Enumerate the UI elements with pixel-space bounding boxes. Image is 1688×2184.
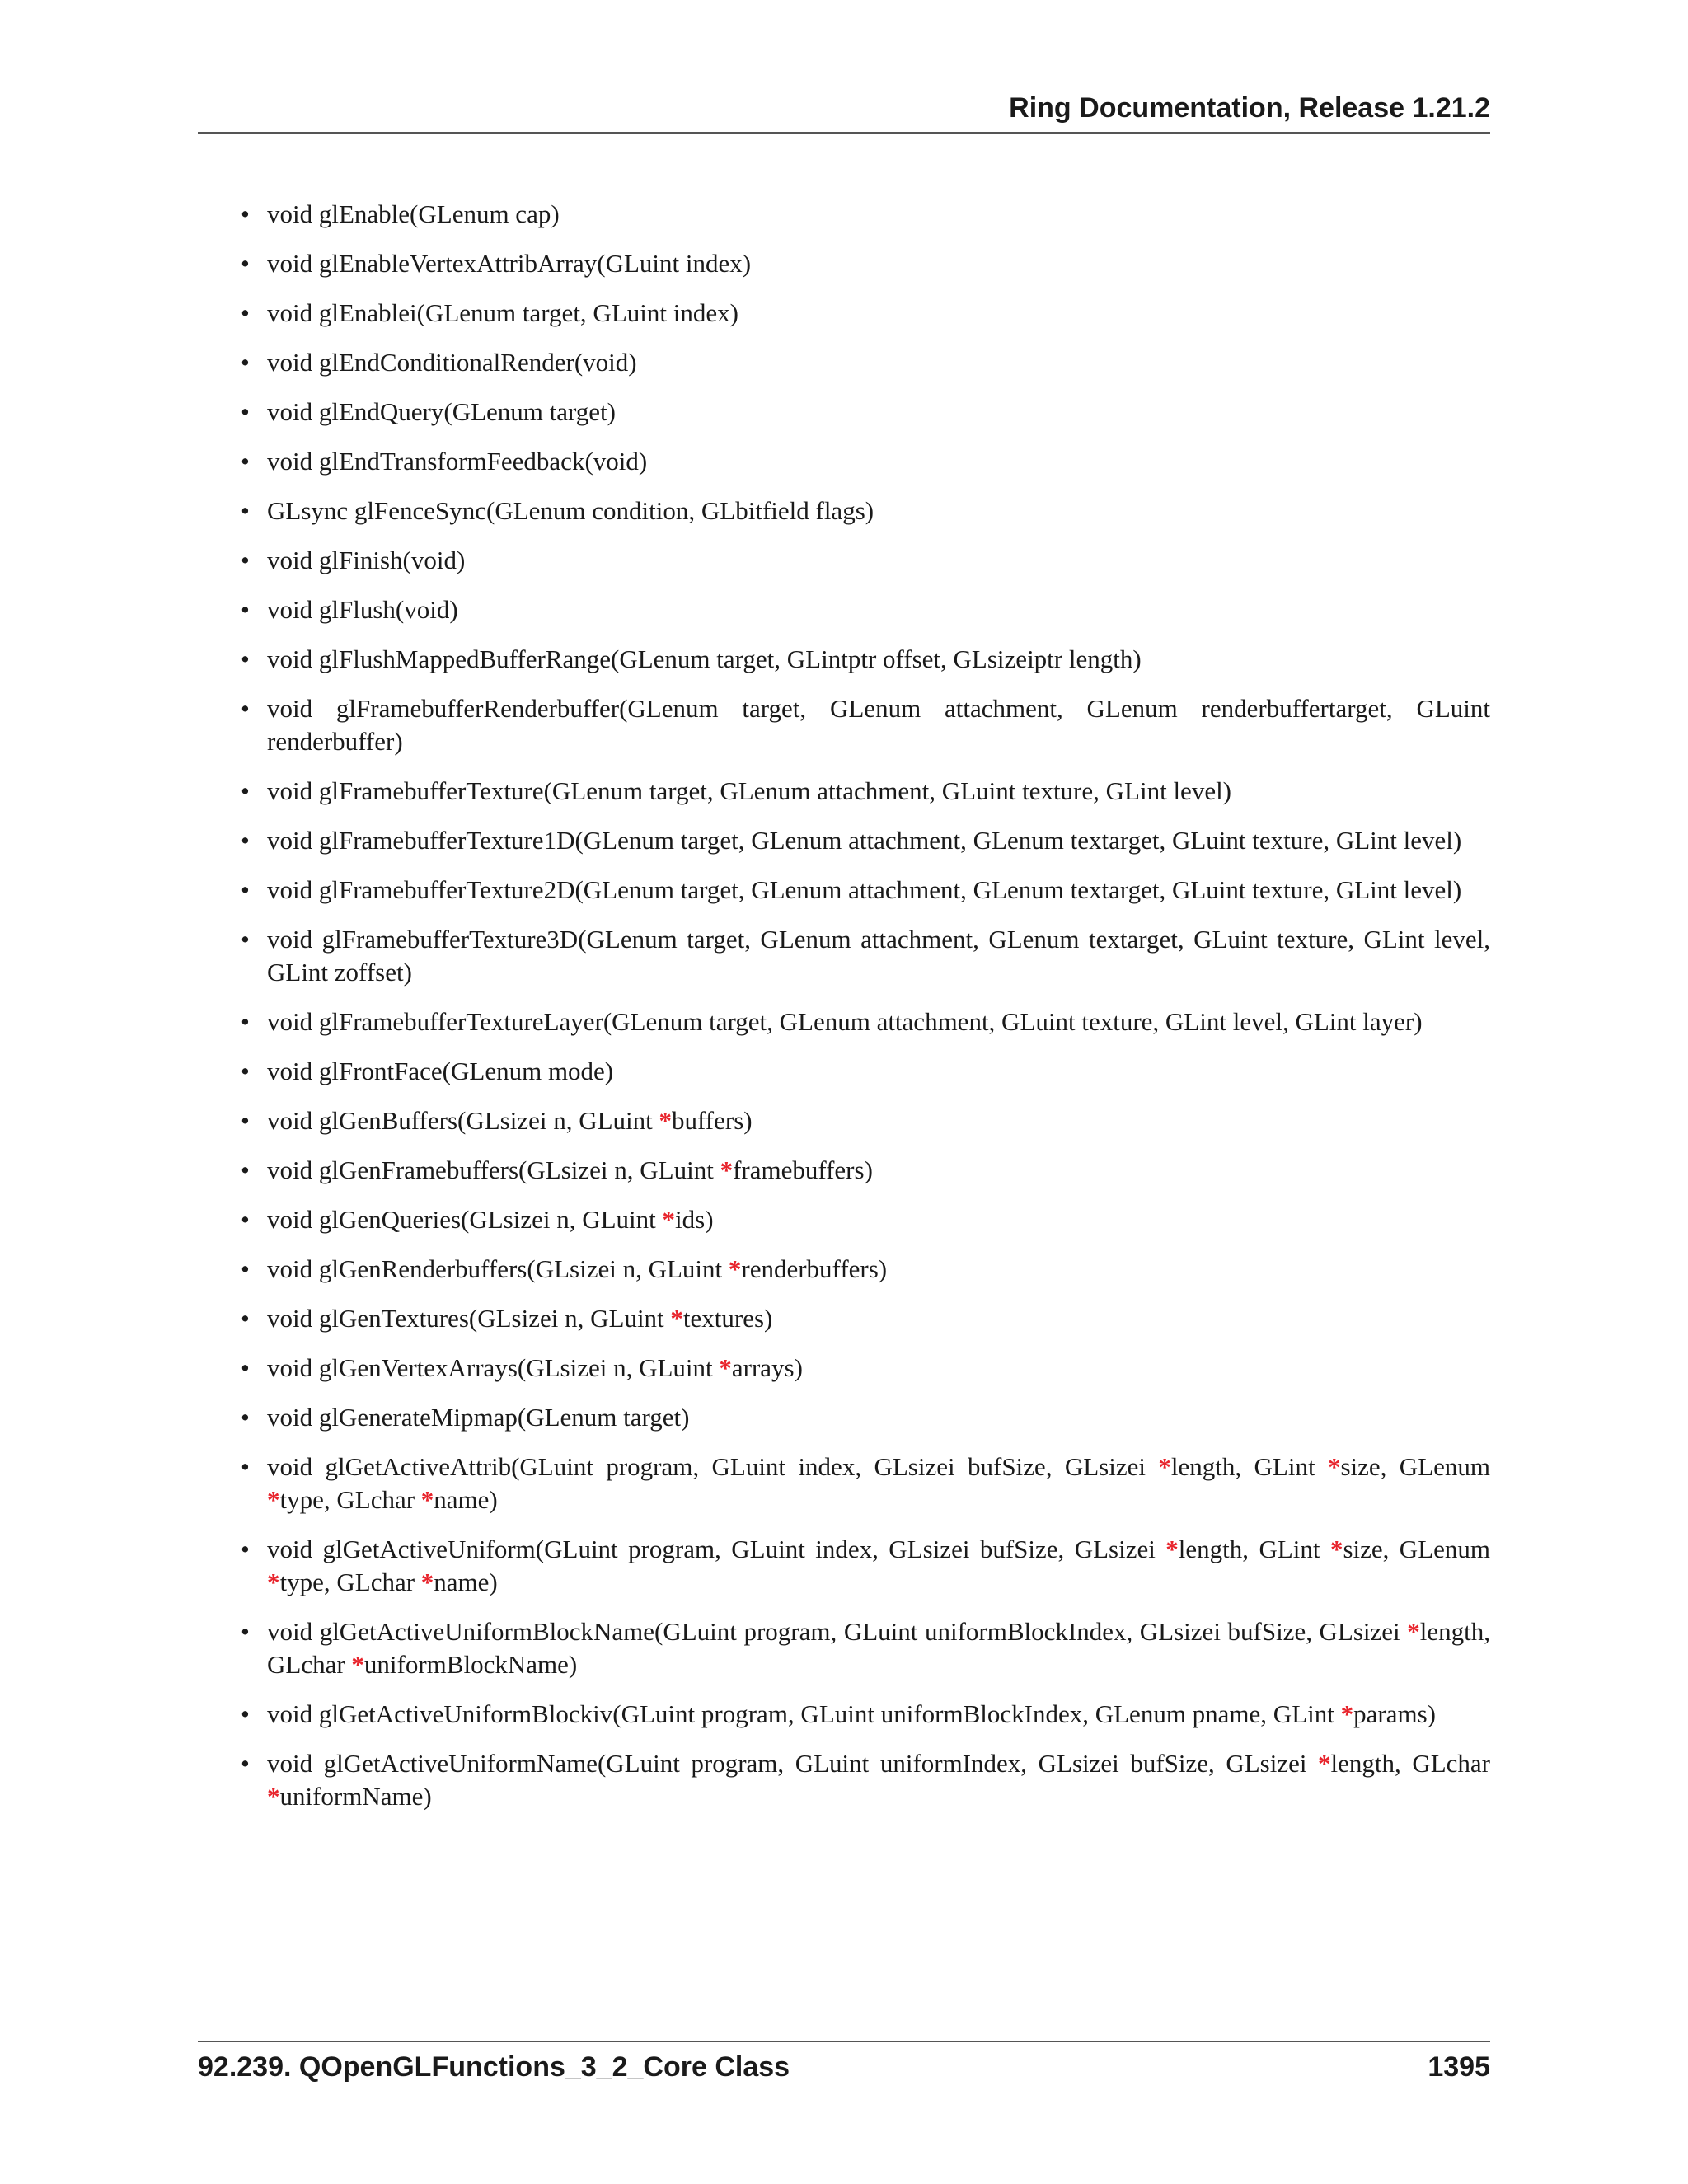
function-list-item: • void glFramebufferTexture1D(GLenum target, GLenum attachment, GLenum textarget, GLuint texture, GLint level) <box>198 824 1490 857</box>
pointer-star: * <box>728 1254 742 1283</box>
function-list-item: • void glFramebufferTexture3D(GLenum target, GLenum attachment, GLenum textarget, GLuint texture, GLint level, GLint zoffset) <box>198 923 1490 989</box>
pointer-star: * <box>662 1205 676 1234</box>
pointer-star: * <box>351 1650 364 1679</box>
function-list-item: • void glGenTextures(GLsizei n, GLuint *textures) <box>198 1302 1490 1335</box>
pointer-star: * <box>1327 1452 1341 1481</box>
function-list-item: • void glGetActiveUniformName(GLuint program, GLuint uniformIndex, GLsizei bufSize, GLsizei *length, GLchar *uniformName) <box>198 1747 1490 1813</box>
pointer-star: * <box>1329 1535 1343 1563</box>
page-footer <box>198 2041 1490 2083</box>
pointer-star: * <box>267 1485 280 1514</box>
function-list-item: • void glGetActiveAttrib(GLuint program, GLuint index, GLsizei bufSize, GLsizei *length, GLint *size, GLenum *type, GLchar *name) <box>198 1451 1490 1516</box>
function-list-item: • void glEndQuery(GLenum target) <box>198 396 1490 429</box>
function-list-item: • void glGenFramebuffers(GLsizei n, GLuint *framebuffers) <box>198 1154 1490 1187</box>
function-list-item: • void glEndTransformFeedback(void) <box>198 445 1490 478</box>
function-list-item: • void glGenerateMipmap(GLenum target) <box>198 1401 1490 1434</box>
function-list-item: • void glGenQueries(GLsizei n, GLuint *ids) <box>198 1203 1490 1236</box>
function-list-item: • GLsync glFenceSync(GLenum condition, GLbitfield flags) <box>198 494 1490 527</box>
function-list-item: • void glEnablei(GLenum target, GLuint index) <box>198 297 1490 330</box>
function-list-item: • void glGenVertexArrays(GLsizei n, GLuint *arrays) <box>198 1352 1490 1385</box>
function-list-item: • void glFramebufferTexture2D(GLenum target, GLenum attachment, GLenum textarget, GLuint texture, GLint level) <box>198 874 1490 907</box>
pointer-star: * <box>1407 1617 1420 1646</box>
function-list-item: • void glEnableVertexAttribArray(GLuint index) <box>198 247 1490 280</box>
function-list-item: • void glEndConditionalRender(void) <box>198 346 1490 379</box>
footer-page-number: 1395 <box>1428 2051 1490 2083</box>
footer-section-title: 92.239. QOpenGLFunctions_3_2_Core Class <box>198 2051 790 2083</box>
pointer-star: * <box>1318 1749 1331 1778</box>
page-header <box>198 92 1490 134</box>
function-list-item: • void glFramebufferRenderbuffer(GLenum target, GLenum attachment, GLenum renderbuffertarget, GLuint renderbuffer) <box>198 692 1490 758</box>
pointer-star: * <box>267 1782 280 1811</box>
header-title: Ring Documentation, Release 1.21.2 <box>1009 92 1490 124</box>
function-list-item: • void glFramebufferTextureLayer(GLenum target, GLenum attachment, GLuint texture, GLint level, GLint layer) <box>198 1005 1490 1038</box>
pointer-star: * <box>1165 1535 1179 1563</box>
pointer-star: * <box>1158 1452 1171 1481</box>
pointer-star: * <box>267 1568 280 1596</box>
function-list-item: • void glGetActiveUniform(GLuint program, GLuint index, GLsizei bufSize, GLsizei *length, GLint *size, GLenum *type, GLchar *name) <box>198 1533 1490 1599</box>
main-content <box>198 198 1490 1830</box>
function-list-item: • void glFlushMappedBufferRange(GLenum target, GLintptr offset, GLsizeiptr length) <box>198 643 1490 676</box>
function-list-item: • void glFrontFace(GLenum mode) <box>198 1055 1490 1088</box>
function-list-item: • void glGenBuffers(GLsizei n, GLuint *buffers) <box>198 1104 1490 1137</box>
function-list <box>198 198 1490 1813</box>
pointer-star: * <box>1340 1699 1354 1728</box>
pointer-star: * <box>670 1304 683 1333</box>
function-list-item: • void glGenRenderbuffers(GLsizei n, GLuint *renderbuffers) <box>198 1253 1490 1286</box>
function-list-item: • void glFramebufferTexture(GLenum target, GLenum attachment, GLuint texture, GLint level) <box>198 775 1490 808</box>
pointer-star: * <box>420 1485 434 1514</box>
pointer-star: * <box>720 1155 734 1184</box>
function-list-item: • void glGetActiveUniformBlockiv(GLuint program, GLuint uniformBlockIndex, GLenum pname, GLint *params) <box>198 1698 1490 1731</box>
function-list-item: • void glGetActiveUniformBlockName(GLuint program, GLuint uniformBlockIndex, GLsizei bufSize, GLsizei *length, GLchar *uniformBlockName) <box>198 1615 1490 1681</box>
pointer-star: * <box>719 1353 732 1382</box>
pointer-star: * <box>420 1568 434 1596</box>
function-list-item: • void glFinish(void) <box>198 544 1490 577</box>
pointer-star: * <box>659 1106 673 1135</box>
function-list-item: • void glEnable(GLenum cap) <box>198 198 1490 231</box>
function-list-item: • void glFlush(void) <box>198 593 1490 626</box>
